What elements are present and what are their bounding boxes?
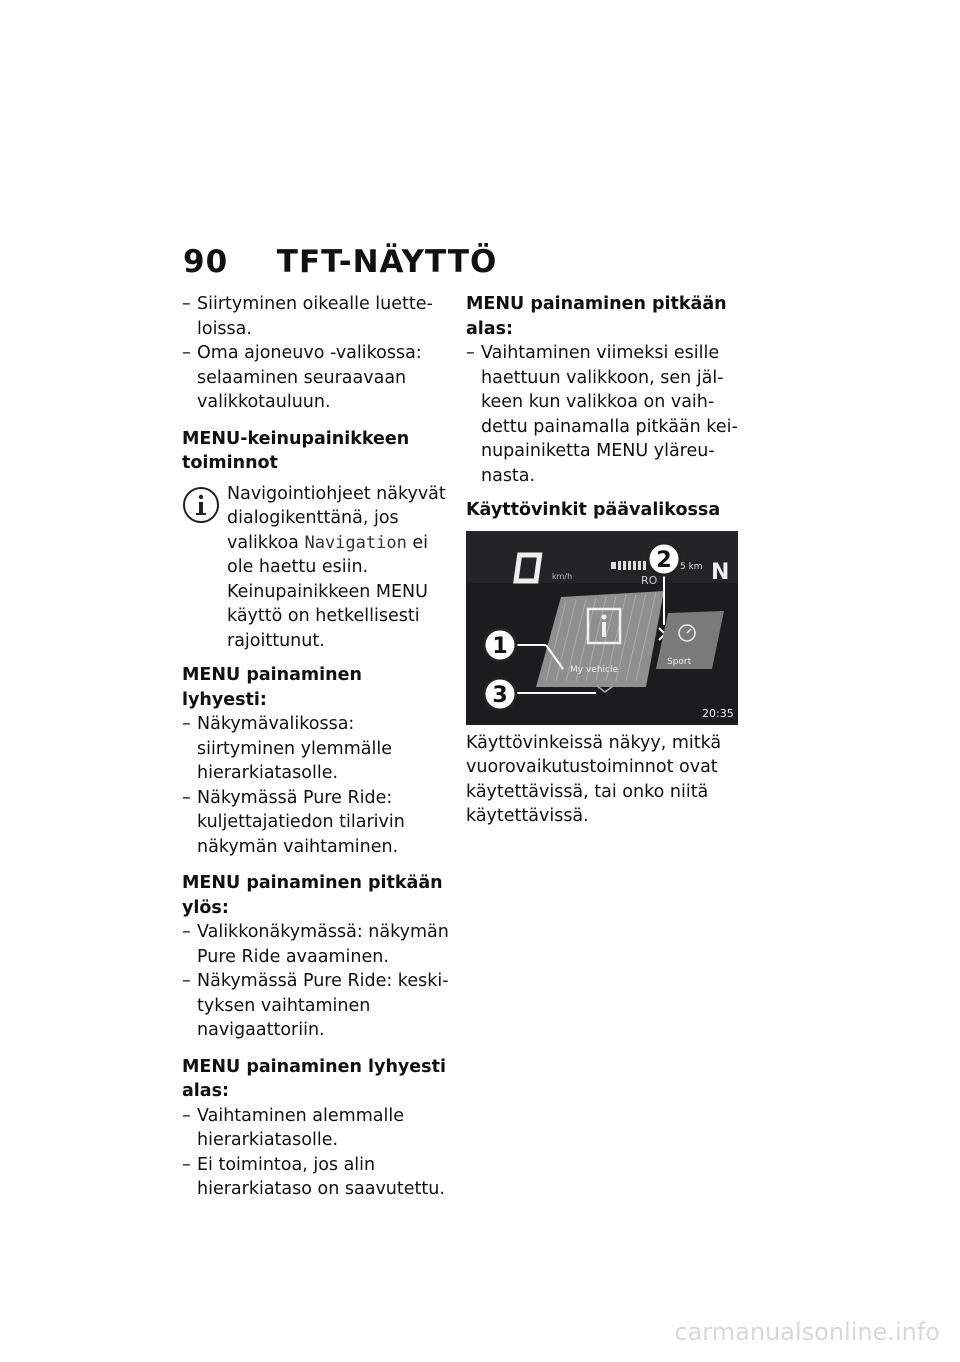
- list-item: – Näkymässä Pure Ride: keskityksen vaihtaminen navigaattoriin.: [182, 971, 449, 1040]
- info-note: [182, 482, 450, 654]
- chapter-title: TFT-NÄYTTÖ: [276, 244, 498, 280]
- section-heading: MENU painaminen pitkään ylös:: [182, 873, 443, 918]
- list-item: – Vaihtaminen viimeksi esille haettuun valikkoon, sen jälkeen kun valikkoa on vaihdettu painamalla pitkään keinupainiketta MENU yläreunasta.: [466, 343, 738, 486]
- clock: 20:35: [702, 706, 734, 720]
- page-number: 90: [183, 244, 229, 280]
- svg-text:3: 3: [492, 682, 508, 708]
- callout-1: [484, 629, 516, 661]
- section-heading: MENU painaminen lyhyesti alas:: [182, 1056, 446, 1101]
- tft-screen-figure: [466, 531, 738, 725]
- section-heading: MENU-keinupainikkeen toiminnot: [182, 428, 410, 473]
- menu-item-sport: Sport: [667, 656, 692, 667]
- svg-text:1: 1: [492, 633, 508, 659]
- list-item: – Näkymässä Pure Ride: kuljettajatiedon tilarivin näkymän vaihtaminen.: [182, 787, 405, 857]
- page-header: [183, 244, 497, 280]
- left-column: [182, 292, 450, 1202]
- svg-text:2: 2: [656, 547, 672, 573]
- info-icon: [182, 486, 220, 524]
- section-heading: MENU painaminen pitkään alas:: [466, 294, 727, 339]
- callout-3: [484, 678, 516, 710]
- list-item: – Näkymävalikossa: siirtyminen ylemmälle hierarkiatasolle.: [182, 714, 392, 783]
- section-heading: MENU painaminen lyhyesti:: [182, 665, 362, 710]
- section-heading: Käyttövinkit päävalikossa: [466, 500, 721, 520]
- list-item: – Valikkonäkymässä: näkymän Pure Ride avaaminen.: [182, 922, 449, 967]
- callout-2: [648, 543, 680, 575]
- list-item: – Vaihtaminen alemmalle hierarkiatasolle.: [182, 1105, 404, 1150]
- menu-item-my-vehicle: My vehicle: [570, 664, 619, 675]
- list-item: – Oma ajoneuvo -valikossa: selaaminen seuraavaan valikkotauluun.: [182, 343, 422, 412]
- mode-label: RO: [641, 573, 658, 587]
- list-item: – Ei toimintoa, jos alin hierarkiataso on saavutettu.: [182, 1154, 445, 1199]
- right-column: [466, 292, 738, 846]
- gear-indicator: N: [711, 559, 730, 585]
- tips-text: Käyttövinkeissä näkyy, mitkä vuorovaikutustoiminnot ovat käytettävissä, tai onko niitä käytettävissä.: [466, 732, 722, 826]
- list-item: – Siirtyminen oikealle luetteloissa.: [182, 294, 433, 339]
- note-text-cont: ei ole haettu esiin. Keinupainikkeen MENU käyttö on hetkellisesti rajoittunut.: [227, 532, 429, 651]
- watermark: carmanualsonline.info: [674, 1318, 940, 1346]
- tft-screen-illustration: [466, 531, 738, 725]
- navigation-keyword: Navigation: [304, 532, 407, 553]
- speed-unit: km/h: [552, 571, 573, 581]
- range-value: 5 km: [680, 561, 703, 572]
- note-text: Navigointiohjeet näkyvät dialogikenttänä, jos valikkoa: [227, 483, 446, 553]
